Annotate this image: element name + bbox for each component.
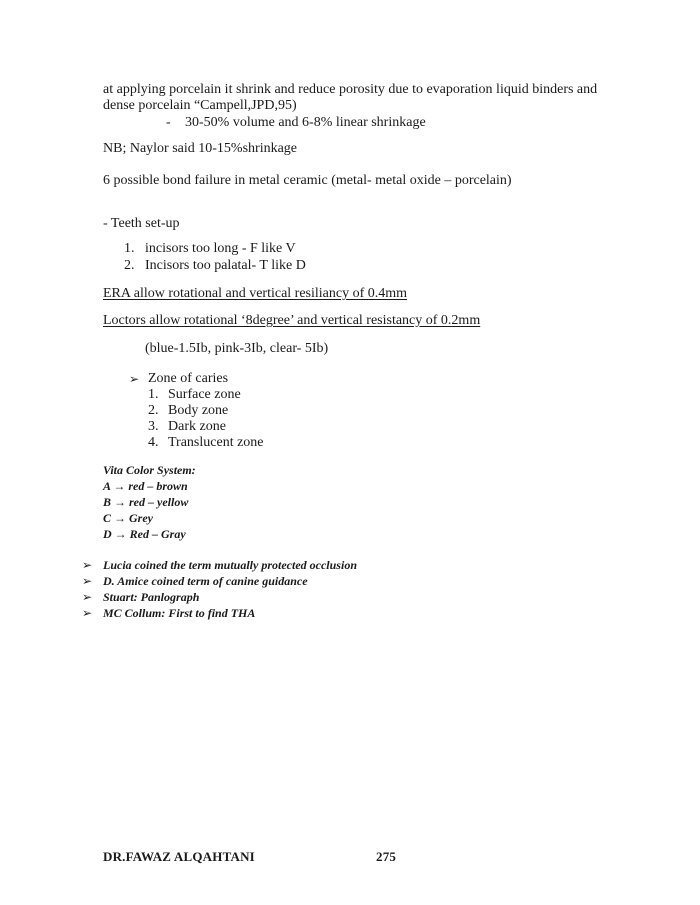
- vita-item-d: D → Red – Gray: [103, 527, 186, 541]
- caries-item-1-text: Surface zone: [168, 387, 241, 402]
- caries-arrow-icon: ➢: [129, 372, 140, 386]
- fact-2-arrow-icon: ➢: [82, 574, 93, 588]
- teeth-setup-item-1-text: incisors too long - F like V: [145, 241, 296, 256]
- caries-item-3-text: Dark zone: [168, 419, 226, 434]
- footer-page-number: 275: [376, 849, 397, 864]
- fact-4-arrow-icon: ➢: [82, 606, 93, 620]
- fact-1-text: Lucia coined the term mutually protected occlusion: [103, 558, 357, 572]
- shrinkage-bullet-dash: -: [166, 115, 171, 130]
- era-resiliancy-line: ERA allow rotational and vertical resiliancy of 0.4mm: [103, 286, 408, 301]
- paragraph-shrinkage-line2: dense porcelain “Campell,JPD,95): [103, 98, 297, 113]
- loctors-resistancy-line: Loctors allow rotational ‘8degree’ and vertical resistancy of 0.2mm: [103, 313, 481, 328]
- paragraph-shrinkage-line1: at applying porcelain it shrink and reduce porosity due to evaporation liquid binders and: [103, 82, 598, 97]
- teeth-setup-item-2-num: 2.: [124, 258, 135, 273]
- vita-item-c: C → Grey: [103, 511, 153, 525]
- caries-item-4-num: 4.: [148, 435, 159, 450]
- shrinkage-bullet-text: 30-50% volume and 6-8% linear shrinkage: [185, 115, 426, 130]
- caries-item-2-num: 2.: [148, 403, 159, 418]
- caries-item-2-text: Body zone: [168, 403, 229, 418]
- caries-item-4-text: Translucent zone: [168, 435, 264, 450]
- vita-heading: Vita Color System:: [103, 463, 196, 477]
- caries-item-3-num: 3.: [148, 419, 159, 434]
- fact-2-text: D. Amice coined term of canine guidance: [103, 574, 308, 588]
- fact-4-text: MC Collum: First to find THA: [103, 606, 256, 620]
- caries-item-1-num: 1.: [148, 387, 159, 402]
- bond-failure-line: 6 possible bond failure in metal ceramic (metal- metal oxide – porcelain): [103, 173, 512, 188]
- fact-1-arrow-icon: ➢: [82, 558, 93, 572]
- teeth-setup-heading: - Teeth set-up: [103, 216, 180, 231]
- fact-3-text: Stuart: Panlograph: [103, 590, 200, 604]
- naylor-note: NB; Naylor said 10-15%shrinkage: [103, 141, 298, 156]
- attachment-colors-line: (blue-1.5Ib, pink-3Ib, clear- 5Ib): [145, 341, 329, 356]
- teeth-setup-item-1-num: 1.: [124, 241, 135, 256]
- teeth-setup-item-2-text: Incisors too palatal- T like D: [145, 258, 306, 273]
- caries-heading: Zone of caries: [148, 371, 229, 386]
- vita-item-a: A → red – brown: [103, 479, 188, 493]
- vita-item-b: B → red – yellow: [103, 495, 189, 509]
- fact-3-arrow-icon: ➢: [82, 590, 93, 604]
- footer-author: DR.FAWAZ ALQAHTANI: [103, 849, 255, 864]
